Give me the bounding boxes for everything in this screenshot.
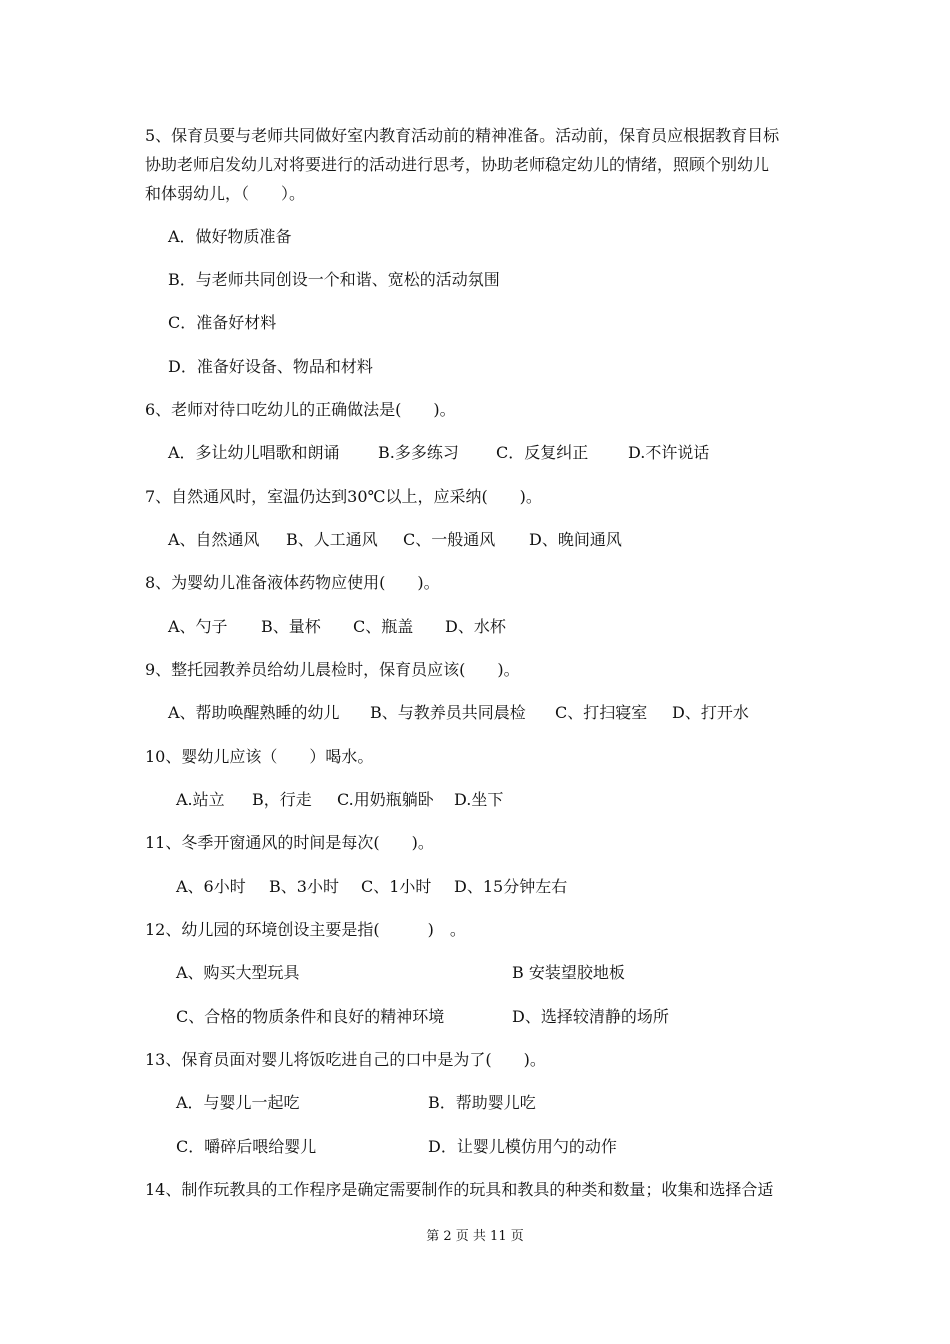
question-7-option-d: D、晚间通风 (529, 530, 622, 549)
question-12-text: 12、幼儿园的环境创设主要是指( ) 。 (145, 920, 466, 939)
question-5-option-c: C．准备好材料 (168, 313, 277, 332)
question-5-line-3: 和体弱幼儿，（ ）。 (145, 184, 306, 203)
question-8-option-b: B、量杯 (261, 617, 321, 636)
question-5-line-1: 5、保育员要与老师共同做好室内教育活动前的精神准备。活动前，保育员应根据教育目标 (145, 126, 780, 145)
question-8-option-a: A、勺子 (168, 617, 228, 636)
question-7-text: 7、自然通风时，室温仍达到30℃以上，应采纳( )。 (145, 487, 542, 506)
question-6-option-d: D.不许说话 (628, 443, 710, 462)
question-5-option-d: D．准备好设备、物品和材料 (168, 357, 373, 376)
question-9-option-d: D、打开水 (672, 703, 749, 722)
question-9-text: 9、整托园教养员给幼儿晨检时，保育员应该( )。 (145, 660, 520, 679)
question-9-option-c: C、打扫寝室 (555, 703, 648, 722)
question-13-option-c: C．嚼碎后喂给婴儿 (176, 1137, 317, 1156)
question-8-text: 8、为婴幼儿准备液体药物应使用( )。 (145, 573, 440, 592)
question-11-text: 11、冬季开窗通风的时间是每次( )。 (145, 833, 434, 852)
question-7-option-b: B、人工通风 (286, 530, 378, 549)
question-11-option-b: B、3小时 (269, 877, 339, 896)
question-13-option-b: B．帮助婴儿吃 (428, 1093, 536, 1112)
question-10-option-a: A.站立 (176, 790, 225, 809)
question-11-option-c: C、1小时 (361, 877, 432, 896)
question-6-option-c: C．反复纠正 (496, 443, 589, 462)
page-number-footer: 第 2 页 共 11 页 (426, 1229, 524, 1244)
question-10-option-d: D.坐下 (454, 790, 504, 809)
question-14-text: 14、制作玩教具的工作程序是确定需要制作的玩具和教具的种类和数量；收集和选择合适 (145, 1180, 774, 1199)
question-10-option-c: C.用奶瓶躺卧 (337, 790, 434, 809)
question-6-option-b: B.多多练习 (378, 443, 459, 462)
question-5-option-b: B．与老师共同创设一个和谐、宽松的活动氛围 (168, 270, 500, 289)
question-7-option-a: A、自然通风 (168, 530, 260, 549)
question-9-option-a: A、帮助唤醒熟睡的幼儿 (168, 703, 340, 722)
question-9-option-b: B、与教养员共同晨检 (370, 703, 526, 722)
question-12-option-d: D、选择较清静的场所 (512, 1007, 669, 1026)
question-13-text: 13、保育员面对婴儿将饭吃进自己的口中是为了( )。 (145, 1050, 546, 1069)
question-13-option-a: A．与婴儿一起吃 (176, 1093, 300, 1112)
question-5-line-2: 协助老师启发幼儿对将要进行的活动进行思考，协助老师稳定幼儿的情绪，照顾个别幼儿 (145, 155, 770, 174)
question-12-option-c: C、合格的物质条件和良好的精神环境 (176, 1007, 445, 1026)
question-5-option-a: A．做好物质准备 (168, 227, 292, 246)
question-11-option-a: A、6小时 (176, 877, 246, 896)
question-6-text: 6、老师对待口吃幼儿的正确做法是( )。 (145, 400, 456, 419)
question-8-option-c: C、瓶盖 (353, 617, 414, 636)
question-10-text: 10、婴幼儿应该（ ）喝水。 (145, 747, 374, 766)
question-12-option-b: B 安装望胶地板 (512, 963, 625, 982)
question-10-option-b: B，行走 (252, 790, 312, 809)
question-7-option-c: C、一般通风 (403, 530, 496, 549)
question-13-option-d: D．让婴儿模仿用勺的动作 (428, 1137, 617, 1156)
question-8-option-d: D、水杯 (445, 617, 506, 636)
question-6-option-a: A．多让幼儿唱歌和朗诵 (168, 443, 340, 462)
question-12-option-a: A、购买大型玩具 (176, 963, 300, 982)
question-11-option-d: D、15分钟左右 (454, 877, 568, 896)
